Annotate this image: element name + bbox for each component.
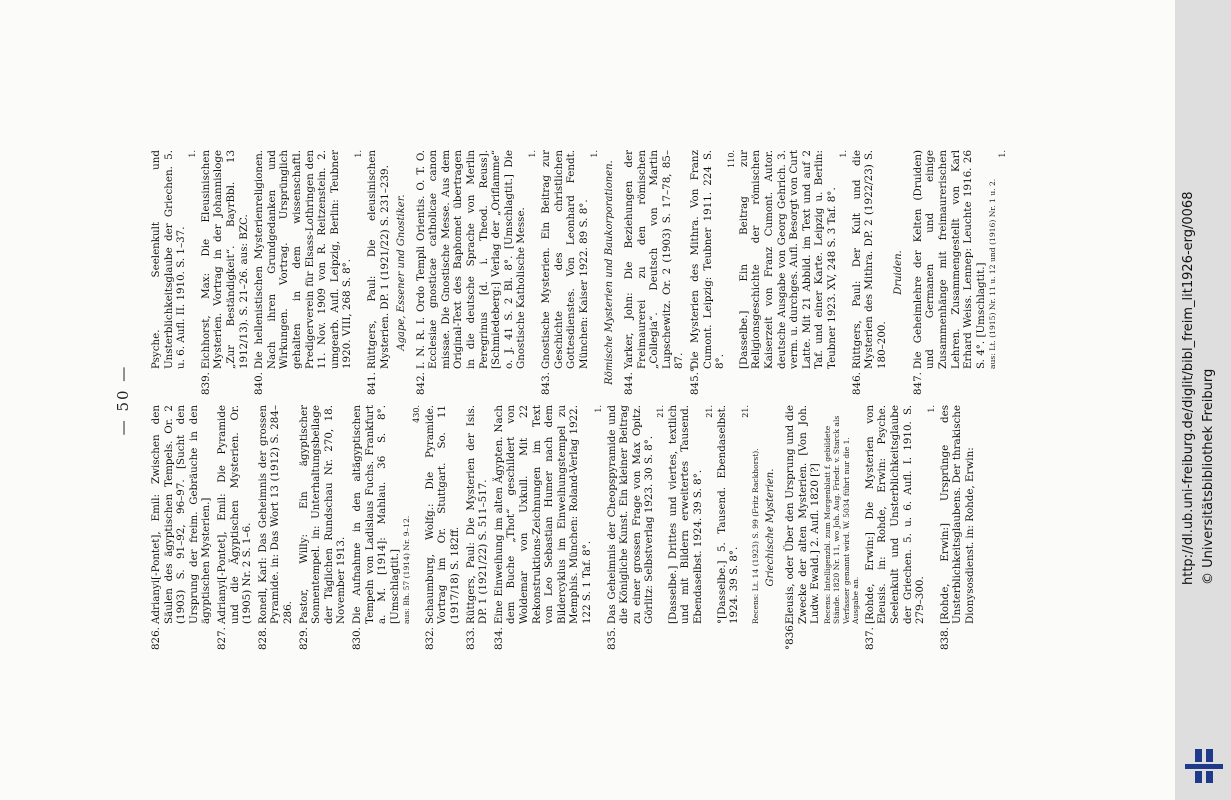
entry-code: 1. <box>593 405 603 413</box>
entry-code: 21. <box>655 405 665 418</box>
entry-text: Yarker, John: Die Beziehungen der Freimaurerei zu den römischen „Collegia“. Deutsch von Martin Lupschewitz. Or. 2 (1903) S. 17–78, 85–87. <box>623 150 686 369</box>
entry-text: Die Mysterien des Mithra. Von Franz Cumont. Leipzig: Teubner 1911. 224 S. 8°. <box>688 150 727 369</box>
bibliography-entry <box>216 405 254 650</box>
entry-text: [Rohde, Erwin:] Ursprünge des Unsterblichkeitsglaubens. Der thrakische Dionysosdienst. in: Rohde, Erwin: <box>938 405 976 624</box>
bibliography-entry <box>351 405 421 650</box>
section-heading: Agape, Essener und Gnostiker. <box>396 194 408 351</box>
entry-number: 843. <box>540 372 553 395</box>
entry-number: 830. <box>350 627 363 650</box>
section-heading: Griechische Mysterien. <box>765 468 777 587</box>
entry-text: Eine Einweihung im alten Ägypten. Nach dem Buche „Thot“ geschildert von Woldemar von Uxkull. Mit 22 Rekonstruktions-Zeichnungen im Text von Leo Sebastian Humer nach dem Bildercyklus im Einweihungstempel zu Memphis. München: Roland-Verlag 1922. 122 S. 1 Taf. 8°. <box>492 405 593 624</box>
entry-number: 842. <box>414 372 427 395</box>
bibliography-entry <box>912 150 1007 395</box>
bibliography-entry <box>424 405 462 650</box>
bibliography-entry <box>298 405 348 650</box>
section-heading: Druiden. <box>893 250 905 295</box>
entry-text: Gnostische Mysterien. Ein Beitrag zur Geschichte des christlichen Gottesdienstes. Von Leonhard Fendt. München: Kaiser 1922. 89 S. 8°. <box>540 150 590 369</box>
entry-text: Die Geheimlehre der Kelten (Druiden) und Germanen und einige Zusammenhänge mit freimaurerischen Lehren. Zusammengestellt von Karl Erhard Weiss. Lennep: Leuchte 1916. 26 S. 4°. [Umschlagtit.] <box>911 150 987 369</box>
page-number: — 50 — <box>114 364 132 436</box>
entry-code: 1. <box>926 405 936 413</box>
entry-text: Die Aufnahme in den altägyptischen Tempeln von Ladislaus Fuchs. Frankfurt a. M. [1914]: Mahlau. 36 S. 8°. [Umschlagtit.] <box>350 405 401 624</box>
entry-text: Rüttgers, Paul: Die eleusinischen Mysterien. DP. 1 (1921/22) S. 231–239. <box>365 150 391 369</box>
entry-text: Pastor, Willy: Ein ägyptischer Sonnentempel. in: Unterhaltungsbeilage der Täglichen Rundschau Nr. 270, 18. November 1913. <box>297 405 348 624</box>
section-heading: Römische Mysterien und Baukorporationen. <box>604 160 616 385</box>
bibliography-entry <box>623 150 686 395</box>
entry-number: 839. <box>199 372 212 395</box>
entry-note: Recens: Lt. 14 (1923) S. 99 (Fritz Rackhorst). <box>750 448 760 624</box>
entry-number: 841. <box>365 372 378 395</box>
entry-edition: °[Dasselbe.] 5. Tausend. Ebendaselbst. 1924. 39 S. 8°. <box>715 405 741 624</box>
bibliography-entry <box>253 150 363 395</box>
bibliography-entry <box>540 150 599 395</box>
entry-number: 828. <box>256 627 269 650</box>
entry-number: 832. <box>423 627 436 650</box>
entry-text: I. N. R. I. Ordo Templi Orientis. O. T. O. Ecclesiae gnosticae catholicae canon missae. Die Gnostische Messe. Aus dem Original-Text des Baphomet übertragen in die deutsche Sprache von Merlin Peregrinus [d. i. Theod. Reuss]. [Schmiedeberg:] Verlag der „Oriflamme“ o. J. 41 S. 2 Bl. 8°. [Umschlagtit.] Die Gnostische Katholische Messe. <box>414 150 528 369</box>
bibliography-entry <box>366 150 391 395</box>
bibliography-entry <box>465 405 490 650</box>
bibliography-entry <box>864 405 936 650</box>
entry-number: °836. <box>783 621 796 650</box>
copyright-notice: © Universitätsbibliothek Freiburg <box>1201 368 1216 585</box>
library-logo-icon <box>1183 747 1225 785</box>
entry-number: 835. <box>605 627 618 650</box>
entry-note: aus: Lt. (1915) Nr. 11 u. 12 und (1916) Nr. 1 u. 2. <box>988 178 998 369</box>
entry-code: 1. <box>528 150 538 158</box>
bibliography-entry <box>493 405 603 650</box>
entry-text: Psyche. Seelenkult und Unsterblichkeitsglaube der Griechen. 5. u. 6. Aufl. II. 1910. S. 1–37. <box>150 150 188 369</box>
entry-number: 837. <box>863 627 876 650</box>
bibliography-entry <box>939 405 977 650</box>
entry-number: 847. <box>911 372 924 395</box>
entry-number: 838. <box>938 627 951 650</box>
entry-text: Eleusis, oder Über den Ursprung und die Zwecke der alten Mysterien. [Von Joh. Ludw. Ewald.] 2. Aufl. 1820 [?] <box>783 405 822 624</box>
entry-text: Rüttgers, Paul: Die Mysterien der Isis. DP. 1 (1921/22) S. 511–517. <box>464 405 490 624</box>
entry-text: Adrianyi[-Pontet], Emil: Zwischen den Säulen des ägyptischen Tempels. Or. 2 (1903) S. 91–92, 96–97. [Sucht den Ursprung der freim. Gebräuche in den ägyptischen Mysterien.] <box>150 405 213 624</box>
entry-text: [Rohde, Erwin:] Die Mysterien von Eleusis. in: Rohde, Erwin: Psyche. Seelenkult und Unsterblichkeitsglaube der Griechen. 5. u. 6. Aufl. I. 1910. S. 279–300. <box>863 405 927 624</box>
entry-code: 110. <box>726 150 736 168</box>
entry-code: 430. <box>411 405 421 423</box>
entry-number: 845.° <box>688 366 701 395</box>
entry-number: 827. <box>215 627 228 650</box>
entry-text: Die hellenistischen Mysterienreligionen. Nach ihren Grundgedanken und Wirkungen. Vortrag. Ursprünglich gehalten in dem wissenschaftl. Predigerverein für Elsass-Lothringen den 11. Nov. 1909 von R. Reitzenstein. 2. umgearb. Aufl. Leipzig, Berlin: Teubner 1920. VIII, 268 S. 8°. <box>253 150 354 369</box>
entry-number: 833. <box>464 627 477 650</box>
sidebar <box>1175 0 1231 800</box>
entry-text: Schaumburg, Wolfg.: Die Pyramide. Vortrag im Or. Stuttgart. So. 11 (1917/18) S. 182ff. <box>423 405 461 624</box>
entry-text: Rüttgers, Paul: Der Kult und die Mysterien des Mithra. DP. 2 (1922/23) S. 180–200. <box>850 150 888 369</box>
entry-number: 844. <box>623 372 635 395</box>
entry-note: aus: Bh. 57 (1914) Nr. 9–12. <box>402 515 412 624</box>
left-column <box>150 405 979 650</box>
entry-edition: [Dasselbe.] Drittes und viertes, textlich und mit Bildern erweitertes Tausend. Ebendaselbst. 1924. 39 S. 8°. <box>666 405 705 624</box>
source-url[interactable]: http://dl.ub.uni-freiburg.de/diglit/bibl_freim_lit1926-erg/0068 <box>1181 191 1196 585</box>
entry-code: 1. <box>187 150 197 158</box>
entry-code: 1. <box>353 150 363 158</box>
bibliography-entry <box>784 405 861 650</box>
entry-edition: [Dasselbe.] Ein Beitrag zur Religionsgeschichte der römischen Kaiserzeit von Franz Cumont. Autor. deutsche Ausgabe von Georg Gehrich. 3. verm. u. durchges. Aufl. Besorgt von Curt Latte. Mit 21 Abbild. im Text und auf 2 Taf. und einer Karte. Leipzig u. Berlin: Teubner 1923. XV, 248 S. 3 Taf. 8°. <box>737 150 838 369</box>
bibliography-entry <box>606 405 761 650</box>
entry-code: 21. <box>704 405 714 418</box>
entry-text: Das Geheimnis der Cheopspyramide und die Königliche Kunst. Ein kleiner Beitrag zu einer grossen Frage von Max Opitz. Görlitz: Selbstverlag 1923. 30 S. 8°. <box>605 405 656 624</box>
bibliography-entry <box>851 150 889 395</box>
entry-number: 834. <box>492 627 505 650</box>
entry-note: Recens: Intelligenzbl. zum Morgenblatt f. gebildete Stände. 1820 Nr. 11, wo Joh. Aug. Friedr. v. Starck als Verfasser genannt wird. W. 5034 führt nur die 1. Ausgabe an. <box>822 415 861 624</box>
entry-text: Eichhorst, Max: Die Eleusinischen Mysterien. Vortrag in der Johannisloge „Zur Beständigkeit“. BayrBbl. 13 1912/13). S. 21–26. aus: BZC. <box>199 150 250 369</box>
entry-code: 21. <box>740 405 750 418</box>
right-column <box>150 150 1010 395</box>
entry-number: 840. <box>253 372 266 395</box>
entry-text: Adrianyi[-Pontet], Emil: Die Pyramide und die Ägyptischen Mysterien. Or. (1905) Nr. 2 S. 1–6. <box>215 405 254 624</box>
bibliography-entry <box>415 150 537 395</box>
bibliography-entry <box>150 405 213 650</box>
entry-number: 846. <box>850 372 863 395</box>
entry-code: 1. <box>838 150 848 158</box>
bibliography-entry <box>150 150 197 395</box>
entry-text: Ronell, Karl: Das Geheimnis der grossen Pyramide. in: Das Wort 13 (1912) S. 284–286. <box>256 405 294 624</box>
bibliography-entry <box>689 150 848 395</box>
entry-code: 1. <box>997 150 1007 158</box>
entry-number: 829. <box>297 627 310 650</box>
bibliography-entry <box>257 405 295 650</box>
entry-number: 826. <box>150 627 162 650</box>
bibliography-entry <box>200 150 250 395</box>
entry-code: 1. <box>590 150 600 158</box>
sidebar-text-container <box>1175 0 1231 800</box>
